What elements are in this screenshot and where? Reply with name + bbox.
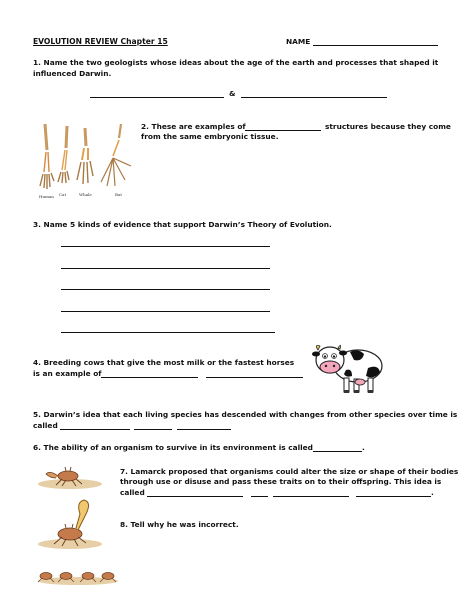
q7-answer-blank-1[interactable] — [147, 496, 243, 497]
question-6: 6. The ability of an organism to survive in its environment is called — [33, 443, 313, 452]
question-1-line-1: 1. Name the two geologists whose ideas about the age of the earth and processes that shaped it — [33, 58, 439, 67]
question-5-line-1: 5. Darwin’s idea that each living species has descended with changes from other species over time is — [33, 410, 458, 419]
q3-answer-blank-4[interactable] — [61, 311, 270, 312]
fiddler-crab-small-claw-icon — [36, 460, 106, 490]
q7-answer-blank-4[interactable] — [356, 496, 431, 497]
q3-answer-blank-2[interactable] — [61, 268, 270, 269]
q5-answer-blank-3[interactable] — [177, 429, 231, 430]
question-4-line-2: is an example of — [33, 369, 102, 378]
label-whale: Whale — [79, 192, 92, 197]
label-bat: Bat — [115, 192, 122, 197]
name-field[interactable] — [313, 45, 438, 46]
q7-answer-blank-2[interactable] — [251, 496, 268, 497]
fiddler-crab-large-claw-icon — [36, 494, 106, 552]
q1-answer-blank-1[interactable] — [90, 97, 224, 98]
q6-answer-blank[interactable] — [313, 451, 362, 452]
q3-answer-blank-5[interactable] — [61, 332, 275, 333]
q1-answer-blank-2[interactable] — [241, 97, 387, 98]
question-2-part-2: structures because they come — [325, 122, 451, 131]
cow-icon — [312, 338, 384, 396]
fiddler-crabs-group-icon — [36, 566, 120, 586]
question-7-line-3: called — [120, 488, 145, 497]
label-cat: Cat — [59, 192, 67, 197]
question-5-line-2: called — [33, 421, 58, 430]
q4-answer-blank-1[interactable] — [101, 377, 198, 378]
question-2-part-1: 2. These are examples of — [141, 122, 246, 131]
q1-ampersand: & — [229, 89, 236, 98]
q3-answer-blank-3[interactable] — [61, 289, 270, 290]
question-1-line-2: influenced Darwin. — [33, 69, 112, 78]
q4-answer-blank-2[interactable] — [206, 377, 303, 378]
question-2-line-2: from the same embryonic tissue. — [141, 132, 279, 141]
q7-answer-blank-3[interactable] — [273, 496, 349, 497]
question-3: 3. Name 5 kinds of evidence that support Darwin’s Theory of Evolution. — [33, 220, 332, 229]
question-7-line-2: through use or disuse and pass these traits on to their offspring. This idea is — [120, 477, 442, 486]
label-human: Human — [39, 194, 54, 199]
name-label: NAME — [286, 37, 311, 46]
q5-answer-blank-2[interactable] — [134, 429, 172, 430]
question-7-period: . — [431, 488, 434, 497]
question-8: 8. Tell why he was incorrect. — [120, 520, 239, 529]
q2-answer-blank[interactable] — [245, 130, 321, 131]
question-7-line-1: 7. Lamarck proposed that organisms could alter the size or shape of their bodies — [120, 467, 459, 476]
worksheet-title: EVOLUTION REVIEW Chapter 15 — [33, 37, 168, 46]
question-4-line-1: 4. Breeding cows that give the most milk or the fastest horses — [33, 358, 295, 367]
q5-answer-blank-1[interactable] — [60, 429, 130, 430]
q3-answer-blank-1[interactable] — [61, 246, 270, 247]
question-6-period: . — [362, 443, 365, 452]
homologous-limbs-icon — [35, 120, 140, 202]
